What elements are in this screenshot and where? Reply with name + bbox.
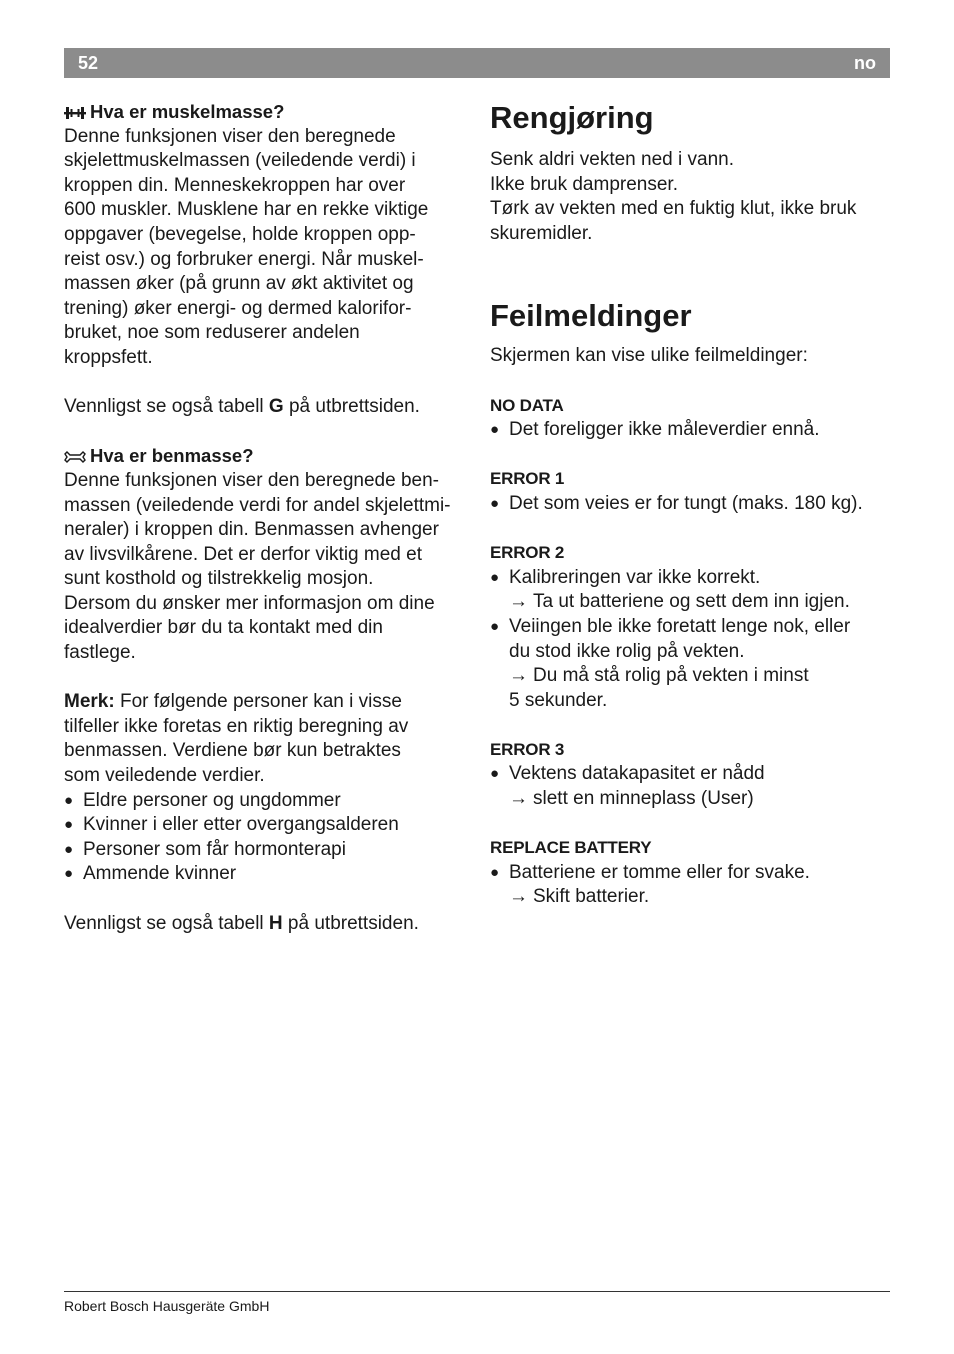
bone-line: Denne funksjonen viser den beregnede ben- xyxy=(64,469,439,491)
list-item: ● Personer som får hormonterapi xyxy=(64,838,346,860)
bone-line: fastlege. xyxy=(64,642,136,664)
error1-list xyxy=(490,492,890,517)
arrow-right-icon: → xyxy=(509,591,528,613)
note-first-line: Merk: For følgende personer kan i visse xyxy=(64,691,402,713)
bone-line: av livsvilkårene. Det er derfor viktig med et xyxy=(64,543,422,565)
right-column xyxy=(490,98,890,910)
page-number: 52 xyxy=(78,53,99,73)
error3-label: ERROR 3 xyxy=(490,739,565,759)
language-code: no xyxy=(854,53,876,73)
muscle-line: reist osv.) og forbruker energi. Når muskel- xyxy=(64,248,424,270)
list-item: ● Kalibreringen var ikke korrekt. xyxy=(490,566,761,588)
cleaning-line: Tørk av vekten med en fuktig klut, ikke bruk xyxy=(490,198,857,220)
cleaning-line: Senk aldri vekten ned i vann. xyxy=(490,149,734,170)
muscle-line: kroppen din. Menneskekroppen har over xyxy=(64,174,406,196)
footer-divider xyxy=(64,1291,890,1292)
error2-list xyxy=(490,566,890,714)
no-data-list xyxy=(490,418,890,443)
muscle-line: massen øker (på grunn av økt aktivitet og xyxy=(64,273,414,295)
list-item: ● Det som veies er for tungt (maks. 180 kg). xyxy=(490,492,863,514)
muscle-heading xyxy=(64,100,464,125)
muscle-line: 600 muskler. Musklene har en rekke viktige xyxy=(64,199,429,221)
footer-company: Robert Bosch Hausgeräte GmbH xyxy=(64,1298,270,1314)
bone-table-reference: Vennligst se også tabell H på utbrettsiden. xyxy=(64,912,419,934)
list-item-continued: 5 sekunder. xyxy=(509,689,608,711)
replace-battery-label: REPLACE BATTERY xyxy=(490,838,652,858)
error3-list xyxy=(490,762,890,811)
bone-exception-list xyxy=(64,789,464,887)
bone-line: massen (veiledende verdi for andel skjelettmi- xyxy=(64,494,451,516)
bone-line: sunt kosthold og tilstrekkelig mosjon. xyxy=(64,568,374,590)
muscle-line: skjelettmuskelmassen (veiledende verdi) i xyxy=(64,150,416,172)
list-item: ● Det foreligger ikke måleverdier ennå. xyxy=(490,419,820,441)
arrow-right-icon: → xyxy=(509,886,528,908)
bone-line: idealverdier bør du ta kontakt med din xyxy=(64,617,383,639)
bone-heading-text: Hva er benmasse? xyxy=(90,445,254,467)
muscle-table-reference: Vennligst se også tabell G på utbrettsiden. xyxy=(64,396,420,418)
list-item: ● Vektens datakapasitet er nådd xyxy=(490,763,765,785)
error1-label: ERROR 1 xyxy=(490,469,565,489)
errors-title: Feilmeldinger xyxy=(490,298,692,334)
note-line: som veiledende verdier. xyxy=(64,765,265,787)
list-item-action: → Skift batterier. xyxy=(509,886,650,908)
muscle-line: bruket, noe som reduserer andelen xyxy=(64,322,360,344)
note-line: tilfeller ikke foretas en riktig beregning av xyxy=(64,715,409,737)
errors-intro: Skjermen kan vise ulike feilmeldinger: xyxy=(490,345,808,367)
cleaning-line: Ikke bruk damprenser. xyxy=(490,173,678,195)
muscle-line: oppgaver (bevegelse, holde kroppen opp- xyxy=(64,223,416,245)
note-label: Merk: xyxy=(64,691,115,713)
list-item: ● Eldre personer og ungdommer xyxy=(64,789,341,811)
muscle-line: Denne funksjonen viser den beregnede xyxy=(64,125,396,147)
bone-line: neraler) i kroppen din. Benmassen avhenger xyxy=(64,519,439,541)
arrow-right-icon: → xyxy=(509,665,528,687)
replace-battery-list xyxy=(490,861,890,910)
cleaning-line: skuremidler. xyxy=(490,222,593,244)
left-column xyxy=(64,100,464,936)
cleaning-title: Rengjøring xyxy=(490,100,654,135)
muscle-line: kroppsfett. xyxy=(64,346,153,368)
no-data-label: NO DATA xyxy=(490,395,564,415)
bone-icon xyxy=(64,445,90,466)
muscle-heading-text: Hva er muskelmasse? xyxy=(90,101,285,122)
list-item-action: → Ta ut batteriene og sett dem inn igjen. xyxy=(509,591,850,613)
list-item-action: → slett en minneplass (User) xyxy=(509,788,754,810)
list-item-continued: du stod ikke rolig på vekten. xyxy=(509,640,745,662)
list-item: ● Veiingen ble ikke foretatt lenge nok, eller xyxy=(490,615,851,637)
bone-heading xyxy=(64,444,464,469)
header-bar xyxy=(64,48,890,78)
list-item: ● Batteriene er tomme eller for svake. xyxy=(490,861,810,883)
muscle-line: trening) øker energi- og dermed kalorifor- xyxy=(64,297,412,319)
list-item-action: → Du må stå rolig på vekten i minst xyxy=(509,665,809,687)
arrow-right-icon: → xyxy=(509,788,528,810)
error2-label: ERROR 2 xyxy=(490,543,565,563)
list-item: ● Kvinner i eller etter overgangsalderen xyxy=(64,814,399,836)
list-item: ● Ammende kvinner xyxy=(64,863,237,885)
bone-line: Dersom du ønsker mer informasjon om dine xyxy=(64,592,435,614)
dumbbell-icon xyxy=(64,101,90,122)
note-line: benmassen. Verdiene bør kun betraktes xyxy=(64,740,401,762)
